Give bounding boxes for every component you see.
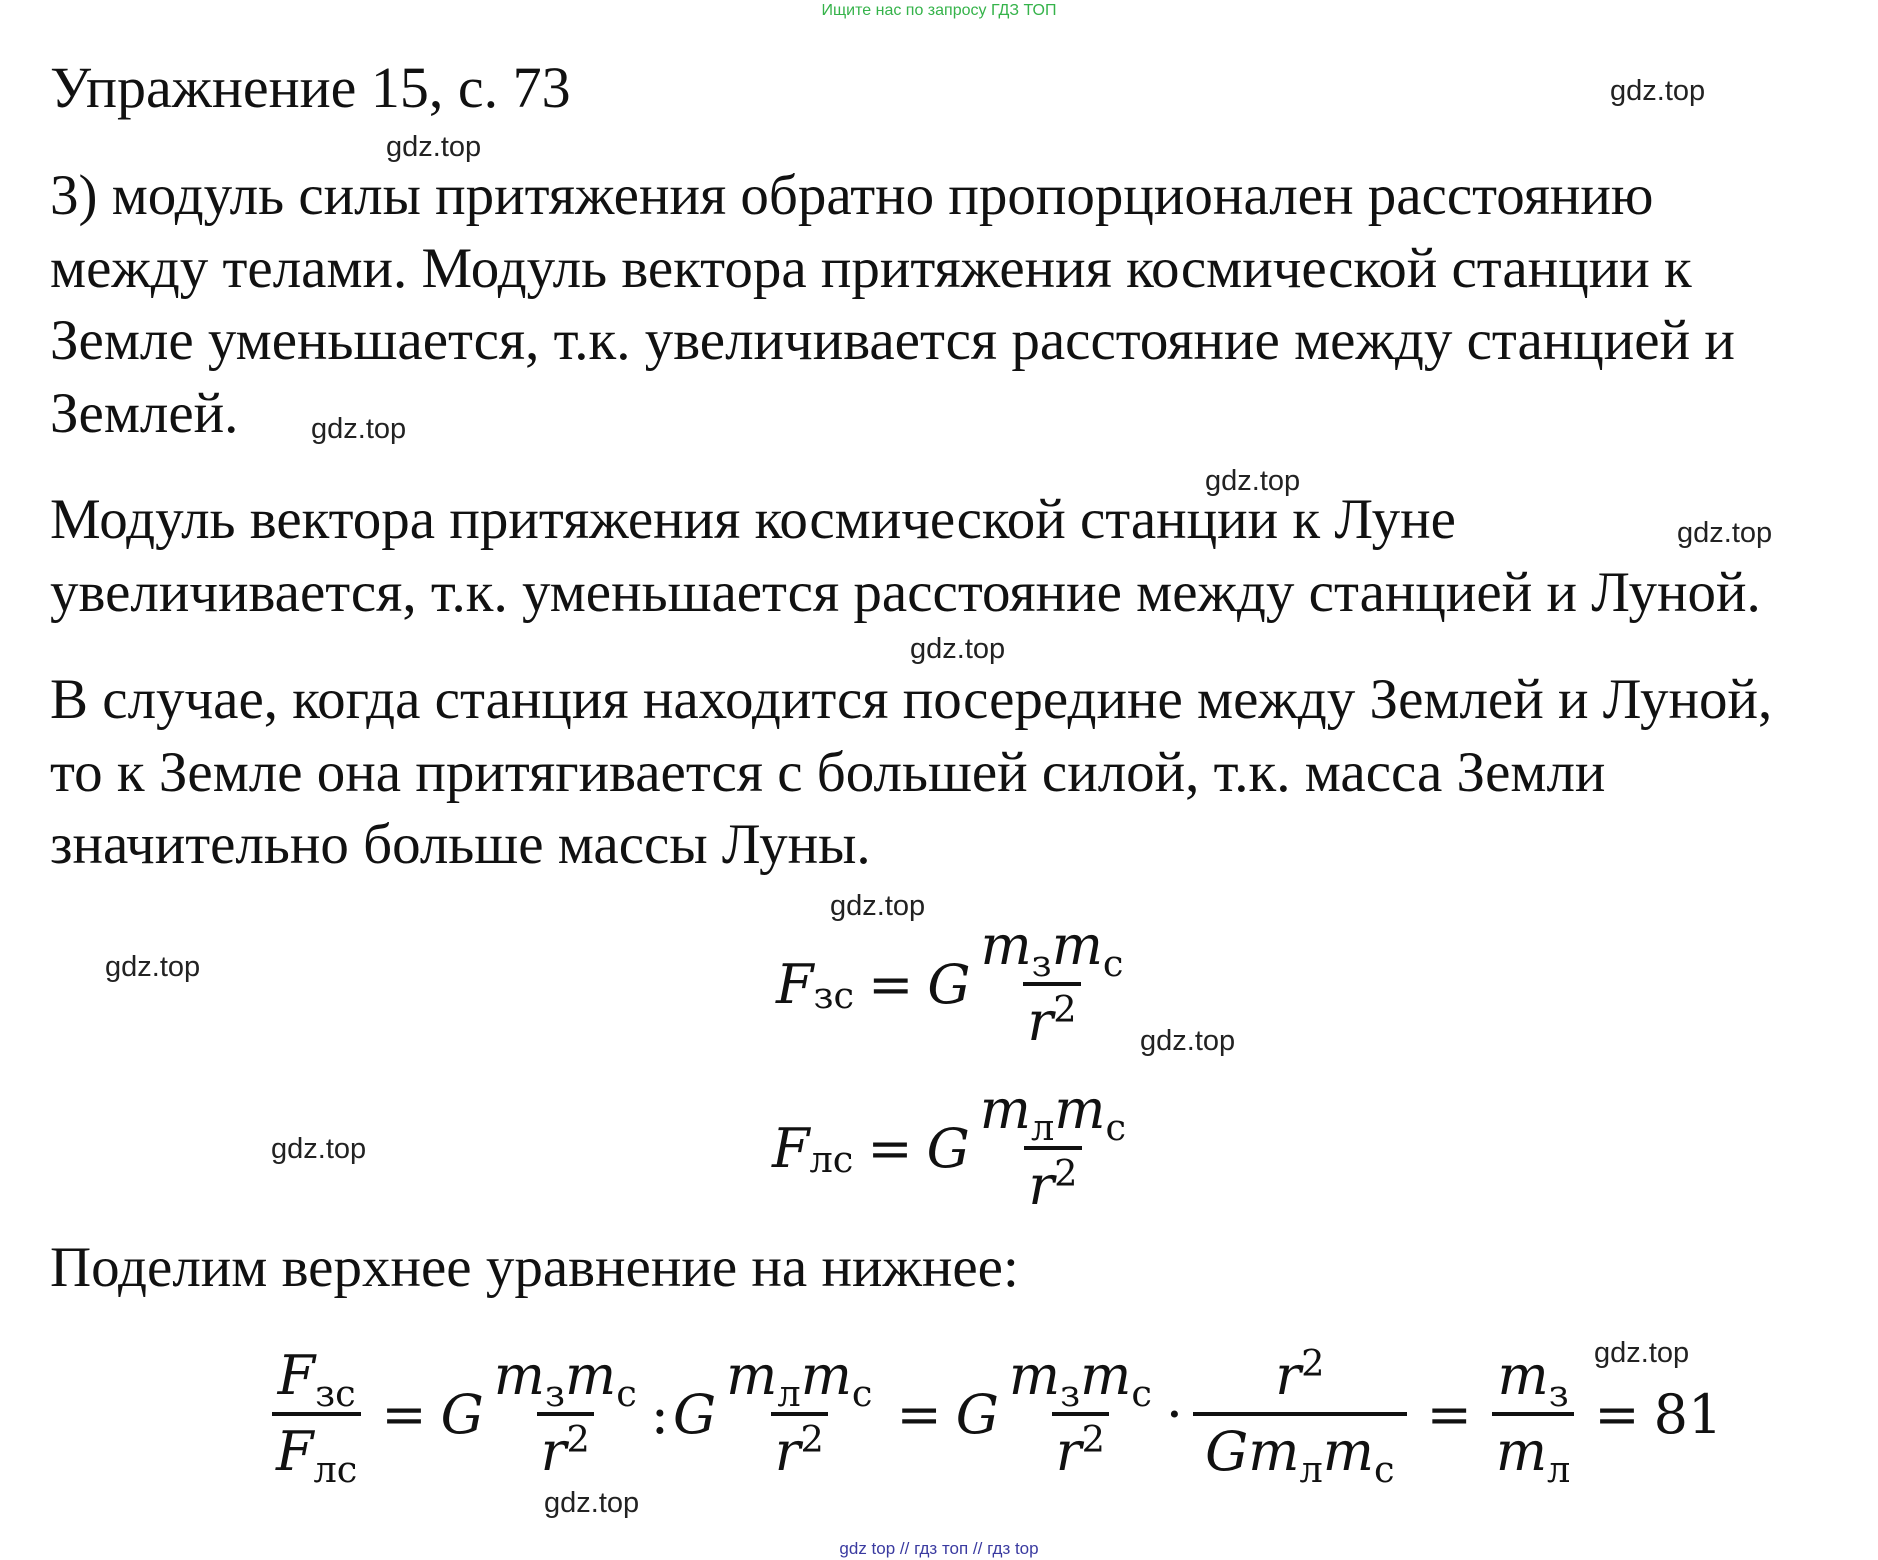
force-symbol: F xyxy=(772,1116,810,1180)
fraction-denominator xyxy=(1492,1412,1575,1491)
text-line: увеличивается, т.к. уменьшается расстояние между станцией и Луной. xyxy=(50,560,1761,624)
text-line: Поделим верхнее уравнение на нижнее: xyxy=(50,1236,1019,1299)
watermark: gdz.top xyxy=(271,1133,367,1165)
mass-symbol: m xyxy=(800,1344,852,1407)
mass-symbol: m xyxy=(979,1078,1031,1141)
fraction-inverse xyxy=(1193,1341,1406,1491)
watermark: gdz.top xyxy=(386,131,482,163)
mass-symbol: m xyxy=(1495,1420,1548,1483)
exponent: 2 xyxy=(1301,1341,1325,1385)
fraction-moon xyxy=(722,1344,876,1484)
fraction xyxy=(976,1078,1130,1218)
fraction-denominator xyxy=(1052,1412,1109,1484)
distance-symbol: r xyxy=(540,1420,567,1483)
exponent: 2 xyxy=(566,1417,590,1461)
mass-subscript: с xyxy=(1102,941,1124,985)
equals-sign: = xyxy=(867,1116,913,1180)
force-subscript: зс xyxy=(813,974,855,1018)
mass-subscript: з xyxy=(1060,1371,1081,1415)
watermark: gdz.top xyxy=(311,413,407,445)
gravitational-constant: G xyxy=(440,1382,484,1446)
equals-sign: = xyxy=(1426,1382,1472,1446)
force-subscript: лс xyxy=(313,1447,358,1491)
equation-earth-station-force xyxy=(776,914,1134,1054)
fraction-denominator xyxy=(537,1412,594,1484)
watermark: gdz.top xyxy=(830,890,926,922)
gravitational-constant: G xyxy=(1205,1420,1249,1483)
mass-subscript: с xyxy=(1105,1105,1127,1149)
paragraph-divide-equations xyxy=(50,1232,1850,1305)
gravitational-constant: G xyxy=(955,1382,999,1446)
force-symbol: F xyxy=(277,1344,316,1407)
equals-sign: = xyxy=(381,1382,427,1446)
fraction xyxy=(976,914,1127,1054)
mass-symbol: m xyxy=(1051,914,1103,977)
watermark: gdz.top xyxy=(544,1487,640,1519)
mass-subscript: с xyxy=(851,1371,873,1415)
exponent: 2 xyxy=(1081,1417,1105,1461)
mass-symbol: m xyxy=(1497,1344,1549,1407)
equals-sign: = xyxy=(896,1382,942,1446)
exponent: 2 xyxy=(1054,1151,1078,1195)
text-line: 3) модуль силы притяжения обратно пропорционален расстоянию xyxy=(50,164,1654,227)
gravitational-constant: G xyxy=(927,952,971,1016)
mass-subscript: з xyxy=(544,1371,565,1415)
fraction-numerator xyxy=(976,914,1127,985)
mass-subscript: л xyxy=(1547,1447,1571,1491)
watermark: gdz.top xyxy=(1610,75,1706,107)
exercise-title: Упражнение 15, с. 73 xyxy=(50,55,571,120)
mass-subscript: л xyxy=(1299,1447,1323,1491)
watermark: gdz.top xyxy=(1594,1337,1690,1369)
mass-symbol: m xyxy=(726,1344,778,1407)
paragraph-moon-force xyxy=(50,484,1850,629)
footer-links: gdz top // гдз топ // гдз top xyxy=(839,1539,1039,1558)
mass-symbol: m xyxy=(1248,1420,1300,1483)
force-symbol: F xyxy=(776,952,814,1016)
watermark: gdz.top xyxy=(910,633,1006,665)
watermark: gdz.top xyxy=(105,951,201,983)
exponent: 2 xyxy=(1053,987,1077,1031)
result-value: 81 xyxy=(1653,1382,1723,1446)
mass-symbol: m xyxy=(493,1344,545,1407)
force-subscript: лс xyxy=(809,1138,854,1182)
mass-symbol: m xyxy=(980,914,1032,977)
mass-symbol: m xyxy=(1080,1344,1132,1407)
fraction-numerator xyxy=(274,1344,360,1415)
mass-symbol: m xyxy=(1322,1420,1374,1483)
search-hint-banner: Ищите нас по запросу ГДЗ ТОП xyxy=(821,2,1057,19)
text-line: Земле уменьшается, т.к. увеличивается расстояние между станцией и xyxy=(50,309,1735,372)
watermark: gdz.top xyxy=(1140,1025,1236,1057)
fraction-denominator xyxy=(272,1412,361,1491)
force-symbol: F xyxy=(276,1420,314,1483)
distance-symbol: r xyxy=(1028,1154,1055,1217)
mass-subscript: с xyxy=(616,1371,637,1415)
text-line: то к Земле она притягивается с большей силой, т.к. масса Земли xyxy=(50,740,1606,804)
fraction-numerator xyxy=(490,1344,641,1415)
mass-subscript: з xyxy=(1548,1371,1569,1415)
equals-sign: = xyxy=(868,952,914,1016)
fraction-denominator xyxy=(1193,1412,1406,1491)
distance-symbol: r xyxy=(1055,1420,1082,1483)
mass-subscript: л xyxy=(1030,1105,1055,1149)
fraction-mass-ratio xyxy=(1492,1344,1575,1491)
gravitational-constant: G xyxy=(673,1382,717,1446)
fraction-numerator xyxy=(1271,1341,1328,1412)
exponent: 2 xyxy=(800,1417,824,1461)
mass-subscript: л xyxy=(777,1371,801,1415)
text-line: Землей. xyxy=(50,381,239,445)
fraction-numerator xyxy=(722,1344,876,1415)
fraction-earth xyxy=(1005,1344,1156,1484)
equation-force-ratio xyxy=(266,1341,1723,1491)
fraction-denominator xyxy=(1024,1146,1081,1218)
force-subscript: зс xyxy=(315,1371,356,1415)
distance-symbol: r xyxy=(1275,1344,1302,1407)
text-line: значительно больше массы Луны. xyxy=(50,813,871,876)
distance-symbol: r xyxy=(774,1420,801,1483)
mass-symbol: m xyxy=(1008,1344,1061,1407)
equals-sign: = xyxy=(1594,1382,1640,1446)
watermark: gdz.top xyxy=(1205,465,1301,497)
distance-symbol: r xyxy=(1027,990,1054,1053)
gravitational-constant: G xyxy=(926,1116,970,1180)
mass-symbol: m xyxy=(565,1344,617,1407)
division-colon: : xyxy=(650,1382,669,1446)
fraction-numerator xyxy=(1005,1344,1156,1415)
equation-moon-station-force xyxy=(772,1078,1136,1218)
paragraph-earth-force xyxy=(50,160,1850,450)
fraction-numerator xyxy=(976,1078,1130,1149)
fraction-denominator xyxy=(1023,982,1080,1054)
mass-symbol: m xyxy=(1054,1078,1106,1141)
mass-subscript: с xyxy=(1131,1371,1152,1415)
text-line: между телами. Модуль вектора притяжения космической станции к xyxy=(50,236,1692,300)
fraction-earth xyxy=(490,1344,641,1484)
paragraph-midpoint-case xyxy=(50,664,1850,882)
fraction-force-ratio xyxy=(272,1344,361,1491)
mass-subscript: з xyxy=(1031,941,1052,985)
watermark: gdz.top xyxy=(1677,517,1773,549)
mass-subscript: с xyxy=(1374,1447,1395,1491)
fraction-denominator xyxy=(771,1412,828,1484)
multiplication-dot: · xyxy=(1165,1382,1184,1446)
text-line: В случае, когда станция находится посередине между Землей и Луной, xyxy=(50,668,1773,731)
text-line: Модуль вектора притяжения космической станции к Луне xyxy=(50,488,1456,551)
fraction-numerator xyxy=(1493,1344,1572,1415)
